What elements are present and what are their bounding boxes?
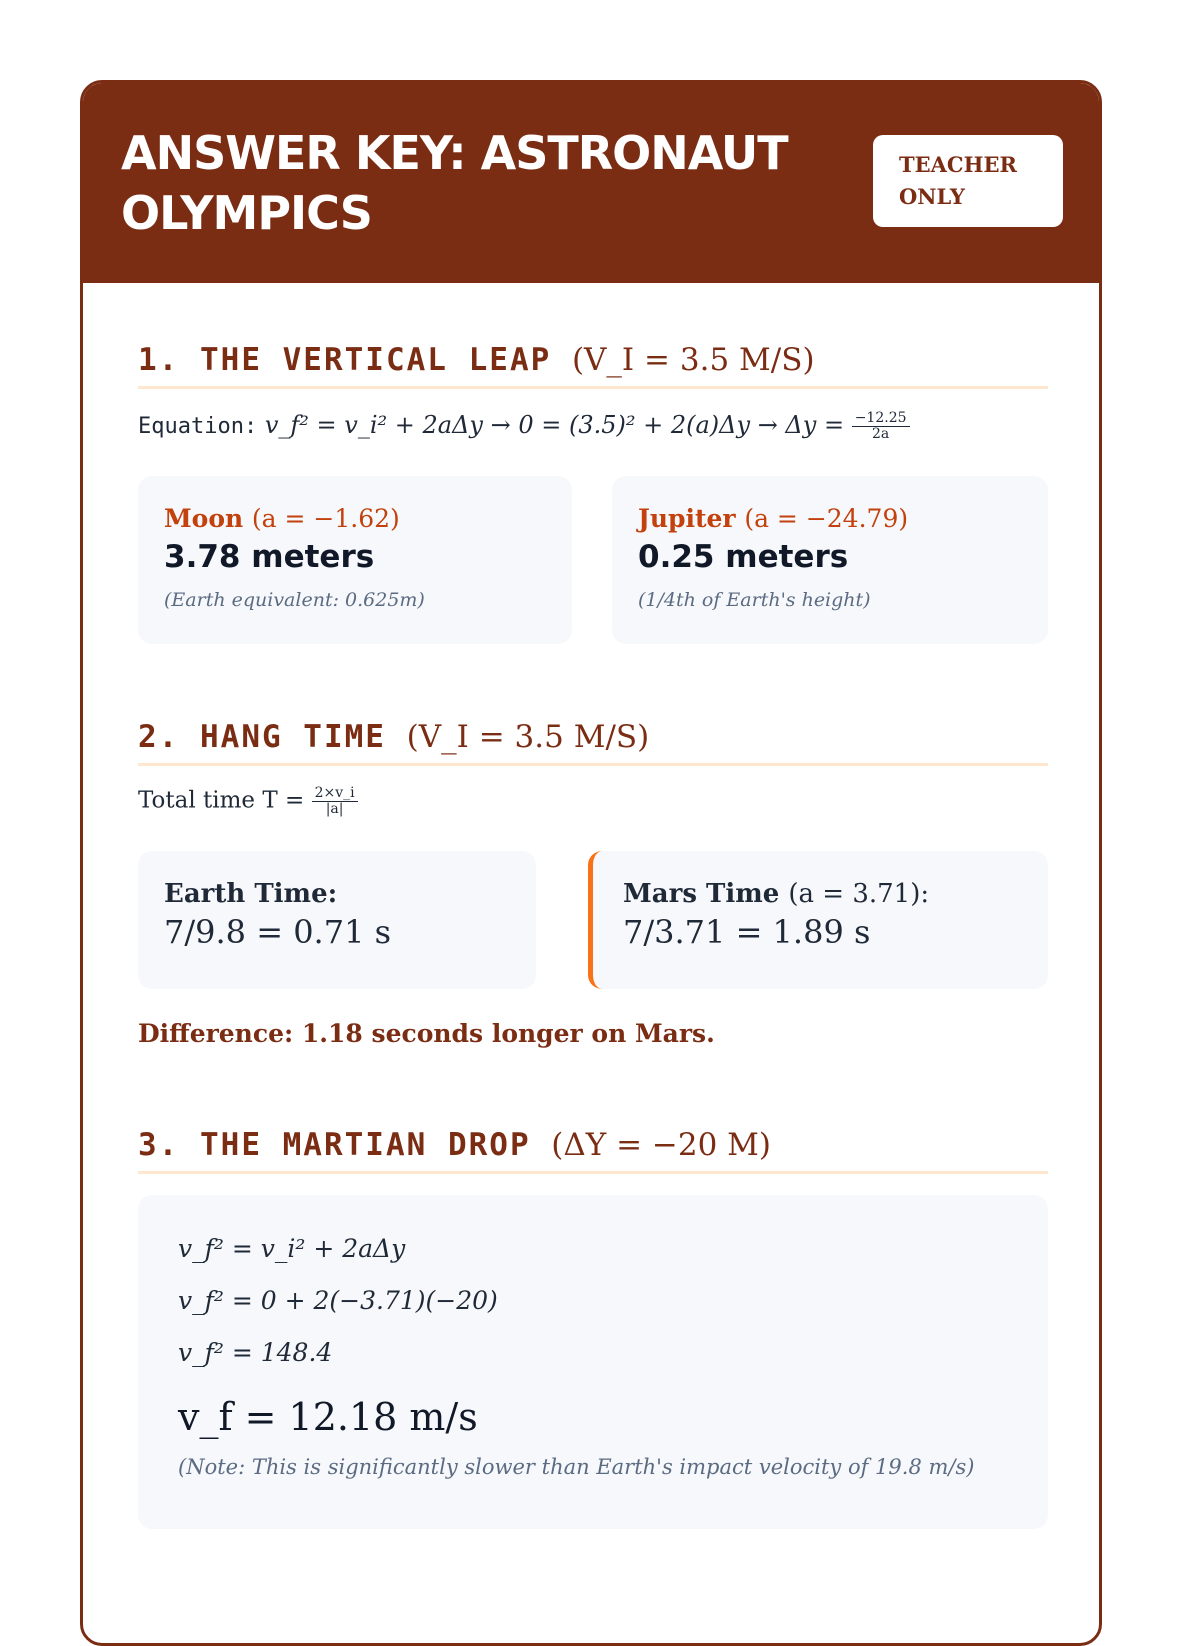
equation-prefix: Equation: bbox=[138, 414, 258, 439]
jupiter-note: (1/4th of Earth's height) bbox=[638, 589, 871, 611]
teacher-only-badge: TEACHER ONLY bbox=[873, 135, 1063, 227]
formula-fraction bbox=[312, 786, 358, 817]
jupiter-card bbox=[612, 476, 1048, 644]
mars-time-name: Mars Time bbox=[623, 879, 780, 909]
formula-num: 2×v_i bbox=[312, 786, 358, 802]
equation-fraction bbox=[852, 411, 910, 442]
answer-key-card bbox=[80, 80, 1102, 1646]
equation-fraction-num: −12.25 bbox=[852, 411, 910, 427]
mars-time-condition: (a = 3.71): bbox=[788, 879, 930, 909]
jupiter-label bbox=[638, 504, 1022, 533]
jupiter-name: Jupiter bbox=[638, 504, 736, 533]
section-2-title-text: 2. HANG TIME bbox=[138, 719, 386, 755]
moon-label bbox=[164, 504, 546, 533]
card-header bbox=[83, 83, 1099, 283]
jupiter-condition: (a = −24.79) bbox=[744, 504, 909, 533]
hang-time-formula bbox=[138, 786, 358, 817]
section-3-title-math: (ΔY = −20 M) bbox=[551, 1127, 772, 1163]
section-1-title bbox=[138, 338, 1048, 389]
equation-fraction-den: 2a bbox=[871, 426, 890, 442]
moon-result: 3.78 meters bbox=[164, 539, 375, 575]
jupiter-result: 0.25 meters bbox=[638, 539, 849, 575]
drop-line-1: v_f² = v_i² + 2aΔy bbox=[178, 1234, 406, 1263]
formula-den: |a| bbox=[325, 801, 344, 817]
moon-name: Moon bbox=[164, 504, 244, 533]
drop-line-3: v_f² = 148.4 bbox=[178, 1338, 333, 1367]
martian-drop-card bbox=[138, 1195, 1048, 1529]
section-1-title-text: 1. THE VERTICAL LEAP bbox=[138, 342, 552, 378]
earth-time-card bbox=[138, 851, 536, 989]
drop-note: (Note: This is significantly slower than Earth's impact velocity of 19.8 m/s) bbox=[178, 1455, 975, 1479]
drop-line-2: v_f² = 0 + 2(−3.71)(−20) bbox=[178, 1286, 498, 1315]
section-1-title-math: (V_I = 3.5 M/S) bbox=[571, 342, 815, 378]
moon-note: (Earth equivalent: 0.625m) bbox=[164, 589, 425, 611]
section-2-title-math: (V_I = 3.5 M/S) bbox=[406, 719, 650, 755]
time-difference: Difference: 1.18 seconds longer on Mars. bbox=[138, 1019, 715, 1048]
section-3-title bbox=[138, 1123, 1048, 1174]
formula-prefix: Total time T = bbox=[138, 787, 305, 814]
earth-time-value: 7/9.8 = 0.71 s bbox=[164, 913, 392, 951]
earth-time-label: Earth Time: bbox=[164, 879, 338, 909]
mars-time-label bbox=[623, 879, 1018, 909]
page-title: ANSWER KEY: ASTRONAUT OLYMPICS bbox=[121, 126, 788, 240]
section-3-title-text: 3. THE MARTIAN DROP bbox=[138, 1127, 531, 1163]
moon-card bbox=[138, 476, 572, 644]
equation-body: v_f² = v_i² + 2aΔy → 0 = (3.5)² + 2(a)Δy → Δy = bbox=[264, 411, 845, 439]
moon-condition: (a = −1.62) bbox=[251, 504, 400, 533]
mars-time-card bbox=[588, 851, 1048, 989]
drop-final-velocity: v_f = 12.18 m/s bbox=[178, 1395, 478, 1439]
section-1-equation bbox=[138, 411, 910, 442]
section-2-title bbox=[138, 715, 1048, 766]
mars-time-value: 7/3.71 = 1.89 s bbox=[623, 913, 871, 951]
